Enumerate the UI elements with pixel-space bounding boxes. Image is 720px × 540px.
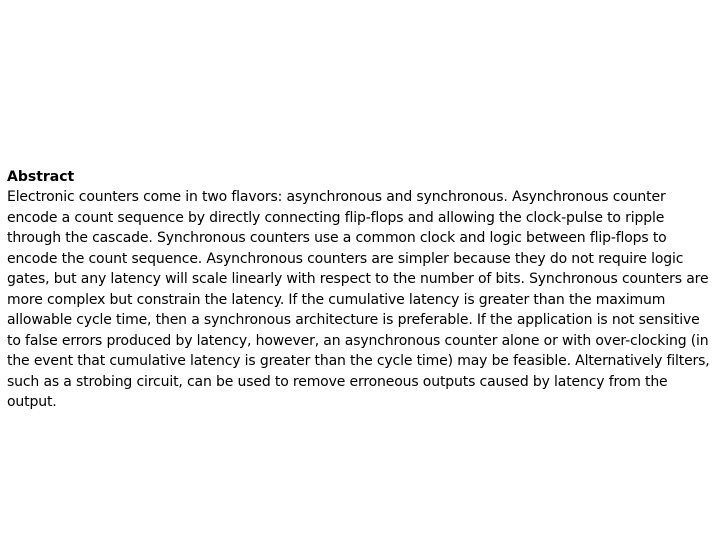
abstract-section [7,167,717,413]
abstract-heading: Abstract [7,169,75,185]
abstract-body: Electronic counters come in two flavors: asynchronous and synchronous. Asynchronous counter encode a count sequence by directly connecting flip-flops and allowing the clock-pulse to ripple through the cascade. Synchronous counters use a common clock and logic between flip-flops to encode the count sequence. Asynchronous counters are simpler because they do not require logic gates, but any latency will scale linearly with respect to the number of bits. Synchronous counters are more complex but constrain the latency. If the cumulative latency is greater than the maximum allowable cycle time, then a synchronous architecture is preferable. If the application is not sensitive to false errors produced by latency, however, an asynchronous counter alone or with over-clocking (in the event that cumulative latency is greater than the cycle time) may be feasible. Alternatively filters, such as a strobing circuit, can be used to remove erroneous outputs caused by latency from the output. [7,189,710,410]
